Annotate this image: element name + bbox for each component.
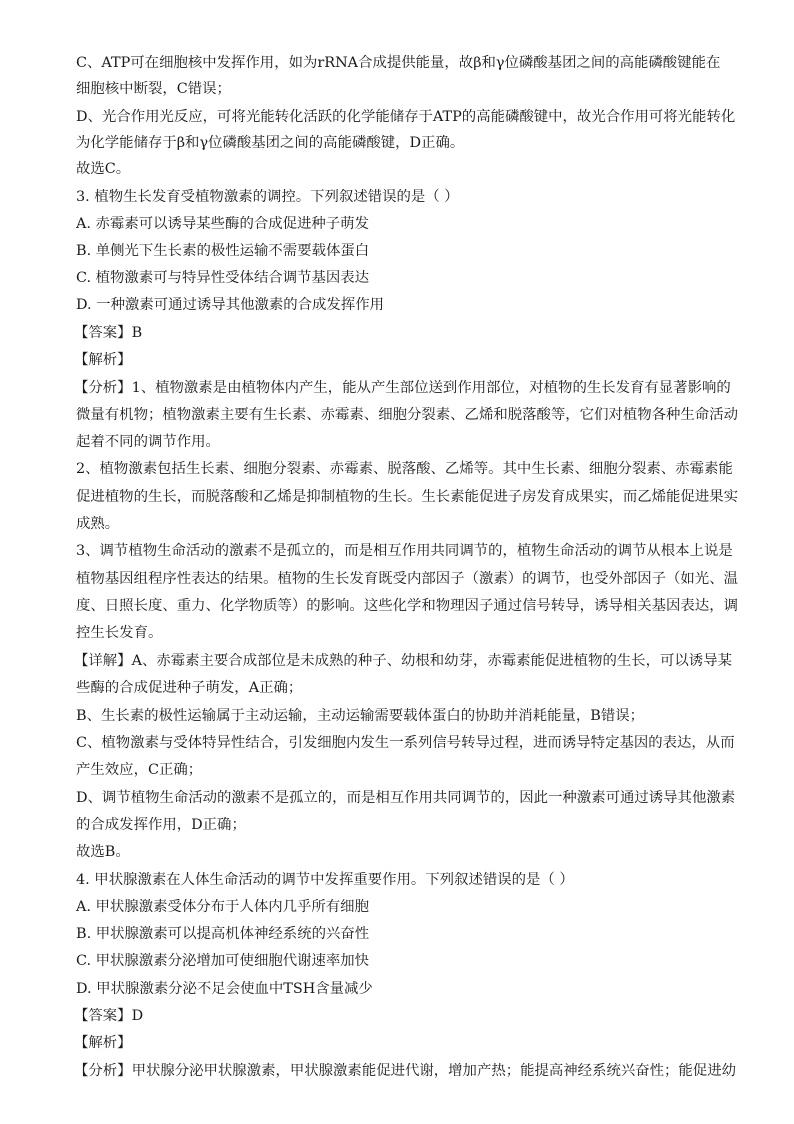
text-line: C、植物激素与受体特异性结合，引发细胞内发生一系列信号转导过程，进而诱导特定基因的表达，从而 — [76, 735, 735, 751]
text-line: 植物基因组程序性表达的结果。植物的生长发育既受内部因子（激素）的调节，也受外部因子（如光、温 — [76, 571, 738, 587]
text-line: 微量有机物；植物激素主要有生长素、赤霉素、细胞分裂素、乙烯和脱落酸等，它们对植物各种生命活动 — [76, 407, 738, 423]
answer-label: 【答案】D — [74, 1008, 144, 1024]
text-line: 些酶的合成促进种子萌发，A正确； — [76, 680, 303, 696]
question-4-option-c: C. 甲状腺激素分泌增加可使细胞代谢速率加快 — [76, 953, 370, 969]
text-line: 细胞核中断裂，C错误； — [76, 81, 231, 97]
text-line: 成熟。 — [76, 516, 120, 532]
text-line: 控生长发育。 — [76, 625, 163, 641]
question-4-stem: 4. 甲状腺激素在人体生命活动的调节中发挥重要作用。下列叙述错误的是（ ） — [76, 872, 574, 888]
text-line: 【分析】甲状腺分泌甲状腺激素，甲状腺激素能促进代谢，增加产热；能提高神经系统兴奋性；能促进幼 — [74, 1063, 736, 1079]
text-line: D、光合作用光反应，可将光能转化活跃的化学能储存于ATP的高能磷酸键中，故光合作用可将光能转化 — [76, 109, 736, 125]
text-line: 促进植物的生长，而脱落酸和乙烯是抑制植物的生长。生长素能促进子房发育成果实，而乙烯能促进果实 — [76, 489, 738, 505]
analysis-label: 【解析】 — [74, 352, 132, 368]
text-line: 3、调节植物生命活动的激素不是孤立的，而是相互作用共同调节的，植物生命活动的调节从根本上说是 — [76, 543, 733, 559]
text-line: B、生长素的极性运输属于主动运输，主动运输需要载体蛋白的协助并消耗能量，B错误； — [76, 708, 644, 724]
text-line: 度、日照长度、重力、化学物质等）的影响。这些化学和物理因子通过信号转导，诱导相关基因表达，调 — [76, 598, 738, 614]
text-line: 起着不同的调节作用。 — [76, 434, 220, 450]
question-3-stem: 3. 植物生长发育受植物激素的调控。下列叙述错误的是（ ） — [76, 189, 459, 205]
text-line: 的合成发挥作用，D正确； — [76, 817, 246, 833]
text-line: 为化学能储存于β和γ位磷酸基团之间的高能磷酸键，D正确。 — [76, 135, 465, 151]
question-3-option-c: C. 植物激素可与特异性受体结合调节基因表达 — [76, 270, 370, 286]
text-line: 2、植物激素包括生长素、细胞分裂素、赤霉素、脱落酸、乙烯等。其中生长素、细胞分裂素、赤霉素能 — [76, 461, 733, 477]
text-line: 【详解】A、赤霉素主要合成部位是未成熟的种子、幼根和幼芽，赤霉素能促进植物的生长，可以诱导某 — [74, 653, 732, 669]
text-line: 产生效应，C正确； — [76, 762, 203, 778]
question-4-option-b: B. 甲状腺激素可以提高机体神经系统的兴奋性 — [76, 926, 370, 942]
question-4-option-a: A. 甲状腺激素受体分布于人体内几乎所有细胞 — [76, 899, 369, 915]
text-line: D、调节植物生命活动的激素不是孤立的，而是相互作用共同调节的，因此一种激素可通过诱导其他激素 — [76, 790, 736, 806]
question-4-option-d: D. 甲状腺激素分泌不足会使血中TSH含量减少 — [76, 981, 373, 997]
text-line: 故选B。 — [76, 844, 130, 860]
analysis-label: 【解析】 — [74, 1035, 132, 1051]
question-3-option-a: A. 赤霉素可以诱导某些酶的合成促进种子萌发 — [76, 216, 369, 232]
question-3-option-d: D. 一种激素可通过诱导其他激素的合成发挥作用 — [76, 297, 384, 313]
text-line: 【分析】1、植物激素是由植物体内产生，能从产生部位送到作用部位，对植物的生长发育有显著影响的 — [74, 380, 731, 396]
text-line: C、ATP可在细胞核中发挥作用，如为rRNA合成提供能量，故β和γ位磷酸基团之间的高能磷酸键能在 — [76, 55, 721, 71]
question-3-option-b: B. 单侧光下生长素的极性运输不需要载体蛋白 — [76, 243, 370, 259]
text-line: 故选C。 — [76, 161, 131, 177]
answer-label: 【答案】B — [74, 325, 143, 341]
